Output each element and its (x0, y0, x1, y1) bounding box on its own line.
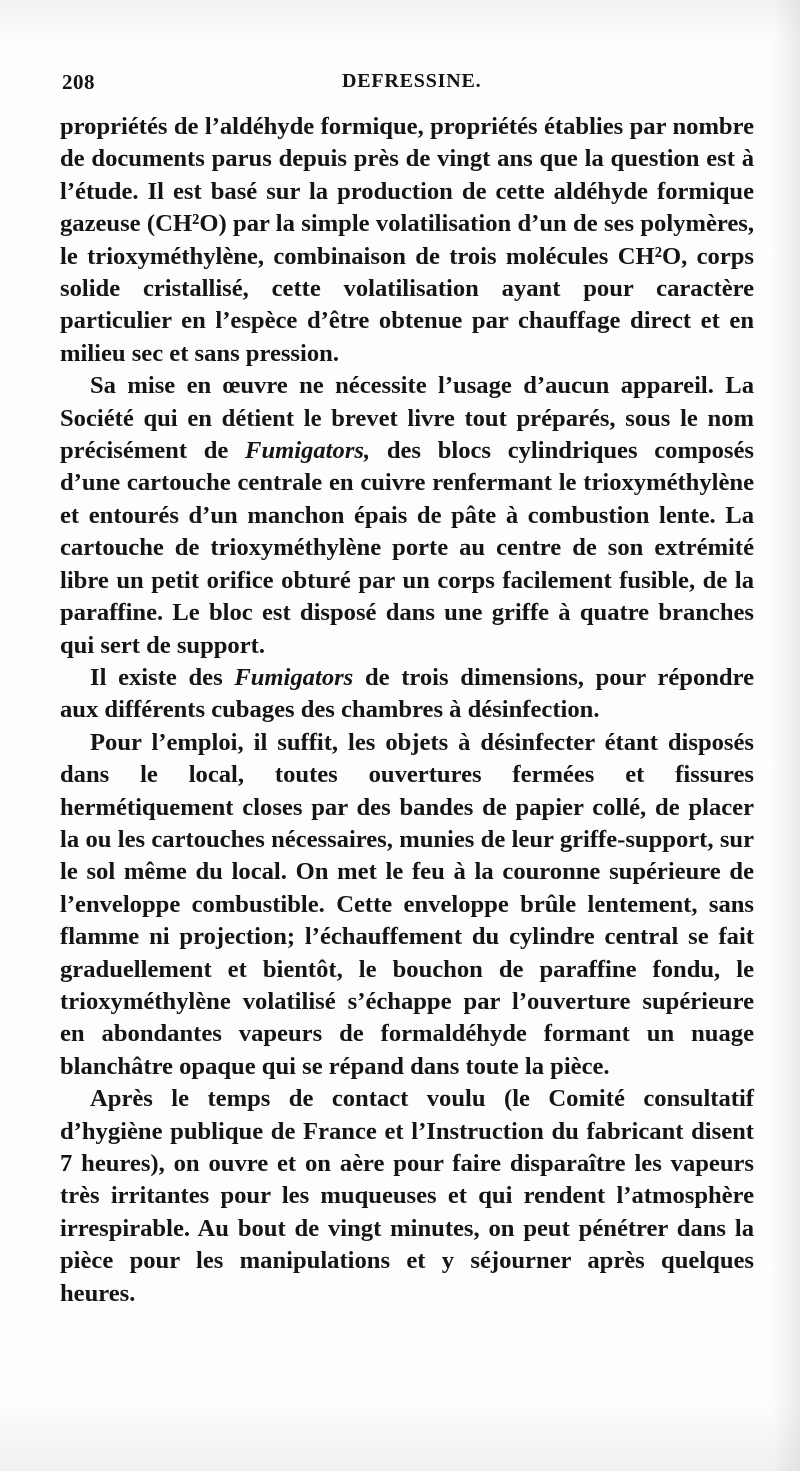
paragraph-4 (60, 727, 754, 1083)
paragraph-text: Il existe des (90, 663, 235, 691)
scan-top-shading (0, 0, 800, 40)
paragraph-1 (60, 111, 754, 370)
paragraph-5 (60, 1083, 754, 1310)
paragraph-text: Sa mise en œuvre ne nécessite l’usage d’aucun appareil. La Société qui en détient le brevet livre tout préparés, sous le nom précisément de (60, 372, 754, 465)
paragraph-2 (60, 370, 754, 662)
paragraph-text: propriétés de l’aldéhyde formique, propriétés établies par nombre de documents parus depuis près de vingt ans que la question est à l’étude. Il est basé sur la production de cette aldéhyde formique gazeuse (CH²O) par la simple volatilisation d’un de ses polymères, le trioxyméthylène, combinaison de trois molécules CH²O, corps solide cristallisé, cette volatilisation ayant pour caractère particulier en l’espèce d’être obtenue par chauffage direct et en milieu sec et sans pression. (60, 113, 754, 367)
paragraph-text: Pour l’emploi, il suffit, les objets à désinfecter étant disposés dans le local, toutes ouvertures fermées et fissures hermétiquement closes par des bandes de papier collé, de placer la ou les cartouches nécessaires, munies de leur griffe-support, sur le sol même du local. On met le feu à la couronne supérieure de l’enveloppe combustible. Cette enveloppe brûle lentement, sans flamme ni projection; l’échauffement du cylindre central se fait graduellement et bientôt, le bouchon de paraffine fondu, le trioxyméthylène volatilisé s’échappe par l’ouverture supérieure en abondantes vapeurs de formaldéhyde formant un nuage blanchâtre opaque qui se répand dans toute la pièce. (60, 728, 754, 1080)
page-header (62, 70, 762, 104)
page-number: 208 (62, 70, 95, 94)
paragraph-3 (60, 662, 754, 727)
italic-term-fumigators: Fumigators, (245, 437, 371, 465)
body-text (60, 111, 754, 1310)
paragraph-text: des blocs cylindriques composés d’une cartouche centrale en cuivre renfermant le trioxyméthylène et entourés d’un manchon épais de pâte à combustion lente. La cartouche de trioxyméthylène porte au centre de son extrémité libre un petit orifice obturé par un corps facilement fusible, de la paraffine. Le bloc est disposé dans une griffe à quatre branches qui sert de support. (60, 437, 754, 659)
scan-right-shading (772, 0, 800, 1471)
running-head: DEFRESSINE. (342, 70, 482, 92)
paragraph-text: Après le temps de contact voulu (le Comité consultatif d’hygiène publique de France et l’Instruction du fabricant disent 7 heures), on ouvre et on aère pour faire disparaître les vapeurs très irritantes pour les muqueuses et qui rendent l’atmosphère irrespirable. Au bout de vingt minutes, on peut pénétrer dans la pièce pour les manipulations et y séjourner après quelques heures. (60, 1085, 754, 1307)
paragraph-text: de trois dimensions, pour répondre aux différents cubages des chambres à désinfection. (60, 663, 754, 724)
scan-bottom-shading (0, 1401, 800, 1471)
italic-term-fumigators: Fumigators (234, 663, 354, 691)
